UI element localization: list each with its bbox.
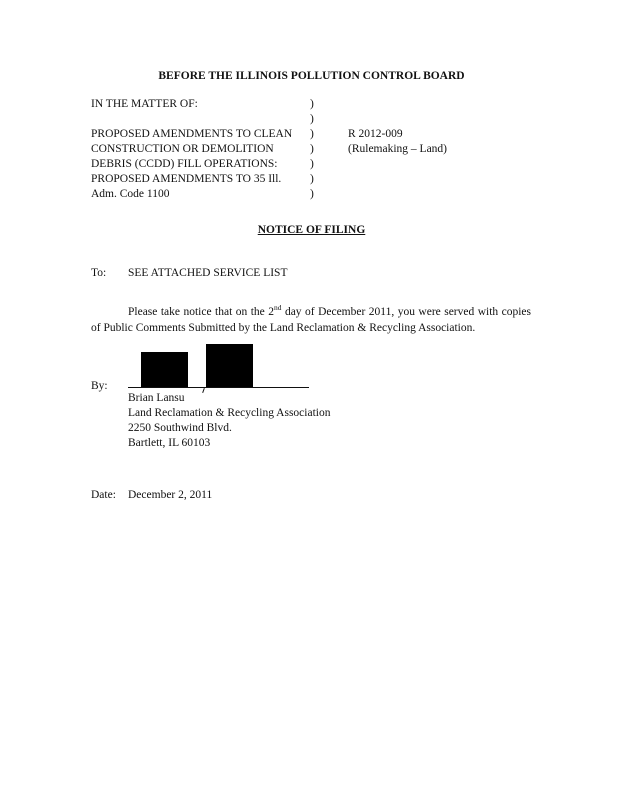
case-caption-right bbox=[348, 127, 447, 157]
caption-paren: ) bbox=[310, 158, 314, 170]
caption-paren: ) bbox=[310, 113, 314, 125]
signature-line bbox=[128, 387, 309, 388]
caption-paren: ) bbox=[310, 128, 314, 140]
caption-line: CONSTRUCTION OR DEMOLITION bbox=[91, 143, 274, 155]
signer-organization: Land Reclamation & Recycling Association bbox=[128, 407, 331, 419]
body-part-1: Please take notice that on the 2 bbox=[128, 306, 274, 318]
by-label: By: bbox=[91, 380, 108, 392]
date-label: Date: bbox=[91, 489, 116, 501]
docket-type: (Rulemaking – Land) bbox=[348, 143, 448, 155]
caption-line: DEBRIS (CCDD) FILL OPERATIONS: bbox=[91, 158, 278, 170]
caption-line: PROPOSED AMENDMENTS TO CLEAN bbox=[91, 128, 293, 140]
caption-paren: ) bbox=[310, 173, 314, 185]
caption-paren: ) bbox=[310, 143, 314, 155]
notice-title: NOTICE OF FILING bbox=[257, 224, 366, 236]
caption-line: Adm. Code 1100 bbox=[91, 188, 170, 200]
notice-paragraph bbox=[91, 305, 531, 336]
caption-line: PROPOSED AMENDMENTS TO 35 Ill. bbox=[91, 173, 282, 185]
caption-paren: ) bbox=[310, 188, 314, 200]
date-value: December 2, 2011 bbox=[128, 489, 213, 501]
to-value: SEE ATTACHED SERVICE LIST bbox=[128, 267, 288, 279]
signature-block bbox=[128, 391, 330, 451]
caption-line: IN THE MATTER OF: bbox=[91, 98, 198, 110]
body-superscript: nd bbox=[273, 303, 282, 313]
signer-name: Brian Lansu bbox=[128, 392, 185, 404]
redaction-block bbox=[141, 352, 188, 387]
redaction-block bbox=[206, 344, 253, 387]
signer-street: 2250 Southwind Blvd. bbox=[128, 422, 232, 434]
signer-city: Bartlett, IL 60103 bbox=[128, 437, 211, 449]
caption-parens bbox=[310, 97, 314, 202]
caption-line bbox=[91, 112, 292, 127]
body-part-2: day of December 2011, you were served with copies of Public Comments Submitted by the Land Reclamation & Recycling Association. bbox=[91, 306, 531, 334]
board-heading: BEFORE THE ILLINOIS POLLUTION CONTROL BOARD bbox=[158, 70, 465, 82]
to-label: To: bbox=[91, 267, 107, 279]
case-caption-left bbox=[91, 97, 292, 202]
docket-number: R 2012-009 bbox=[348, 128, 403, 140]
caption-paren: ) bbox=[310, 98, 314, 110]
